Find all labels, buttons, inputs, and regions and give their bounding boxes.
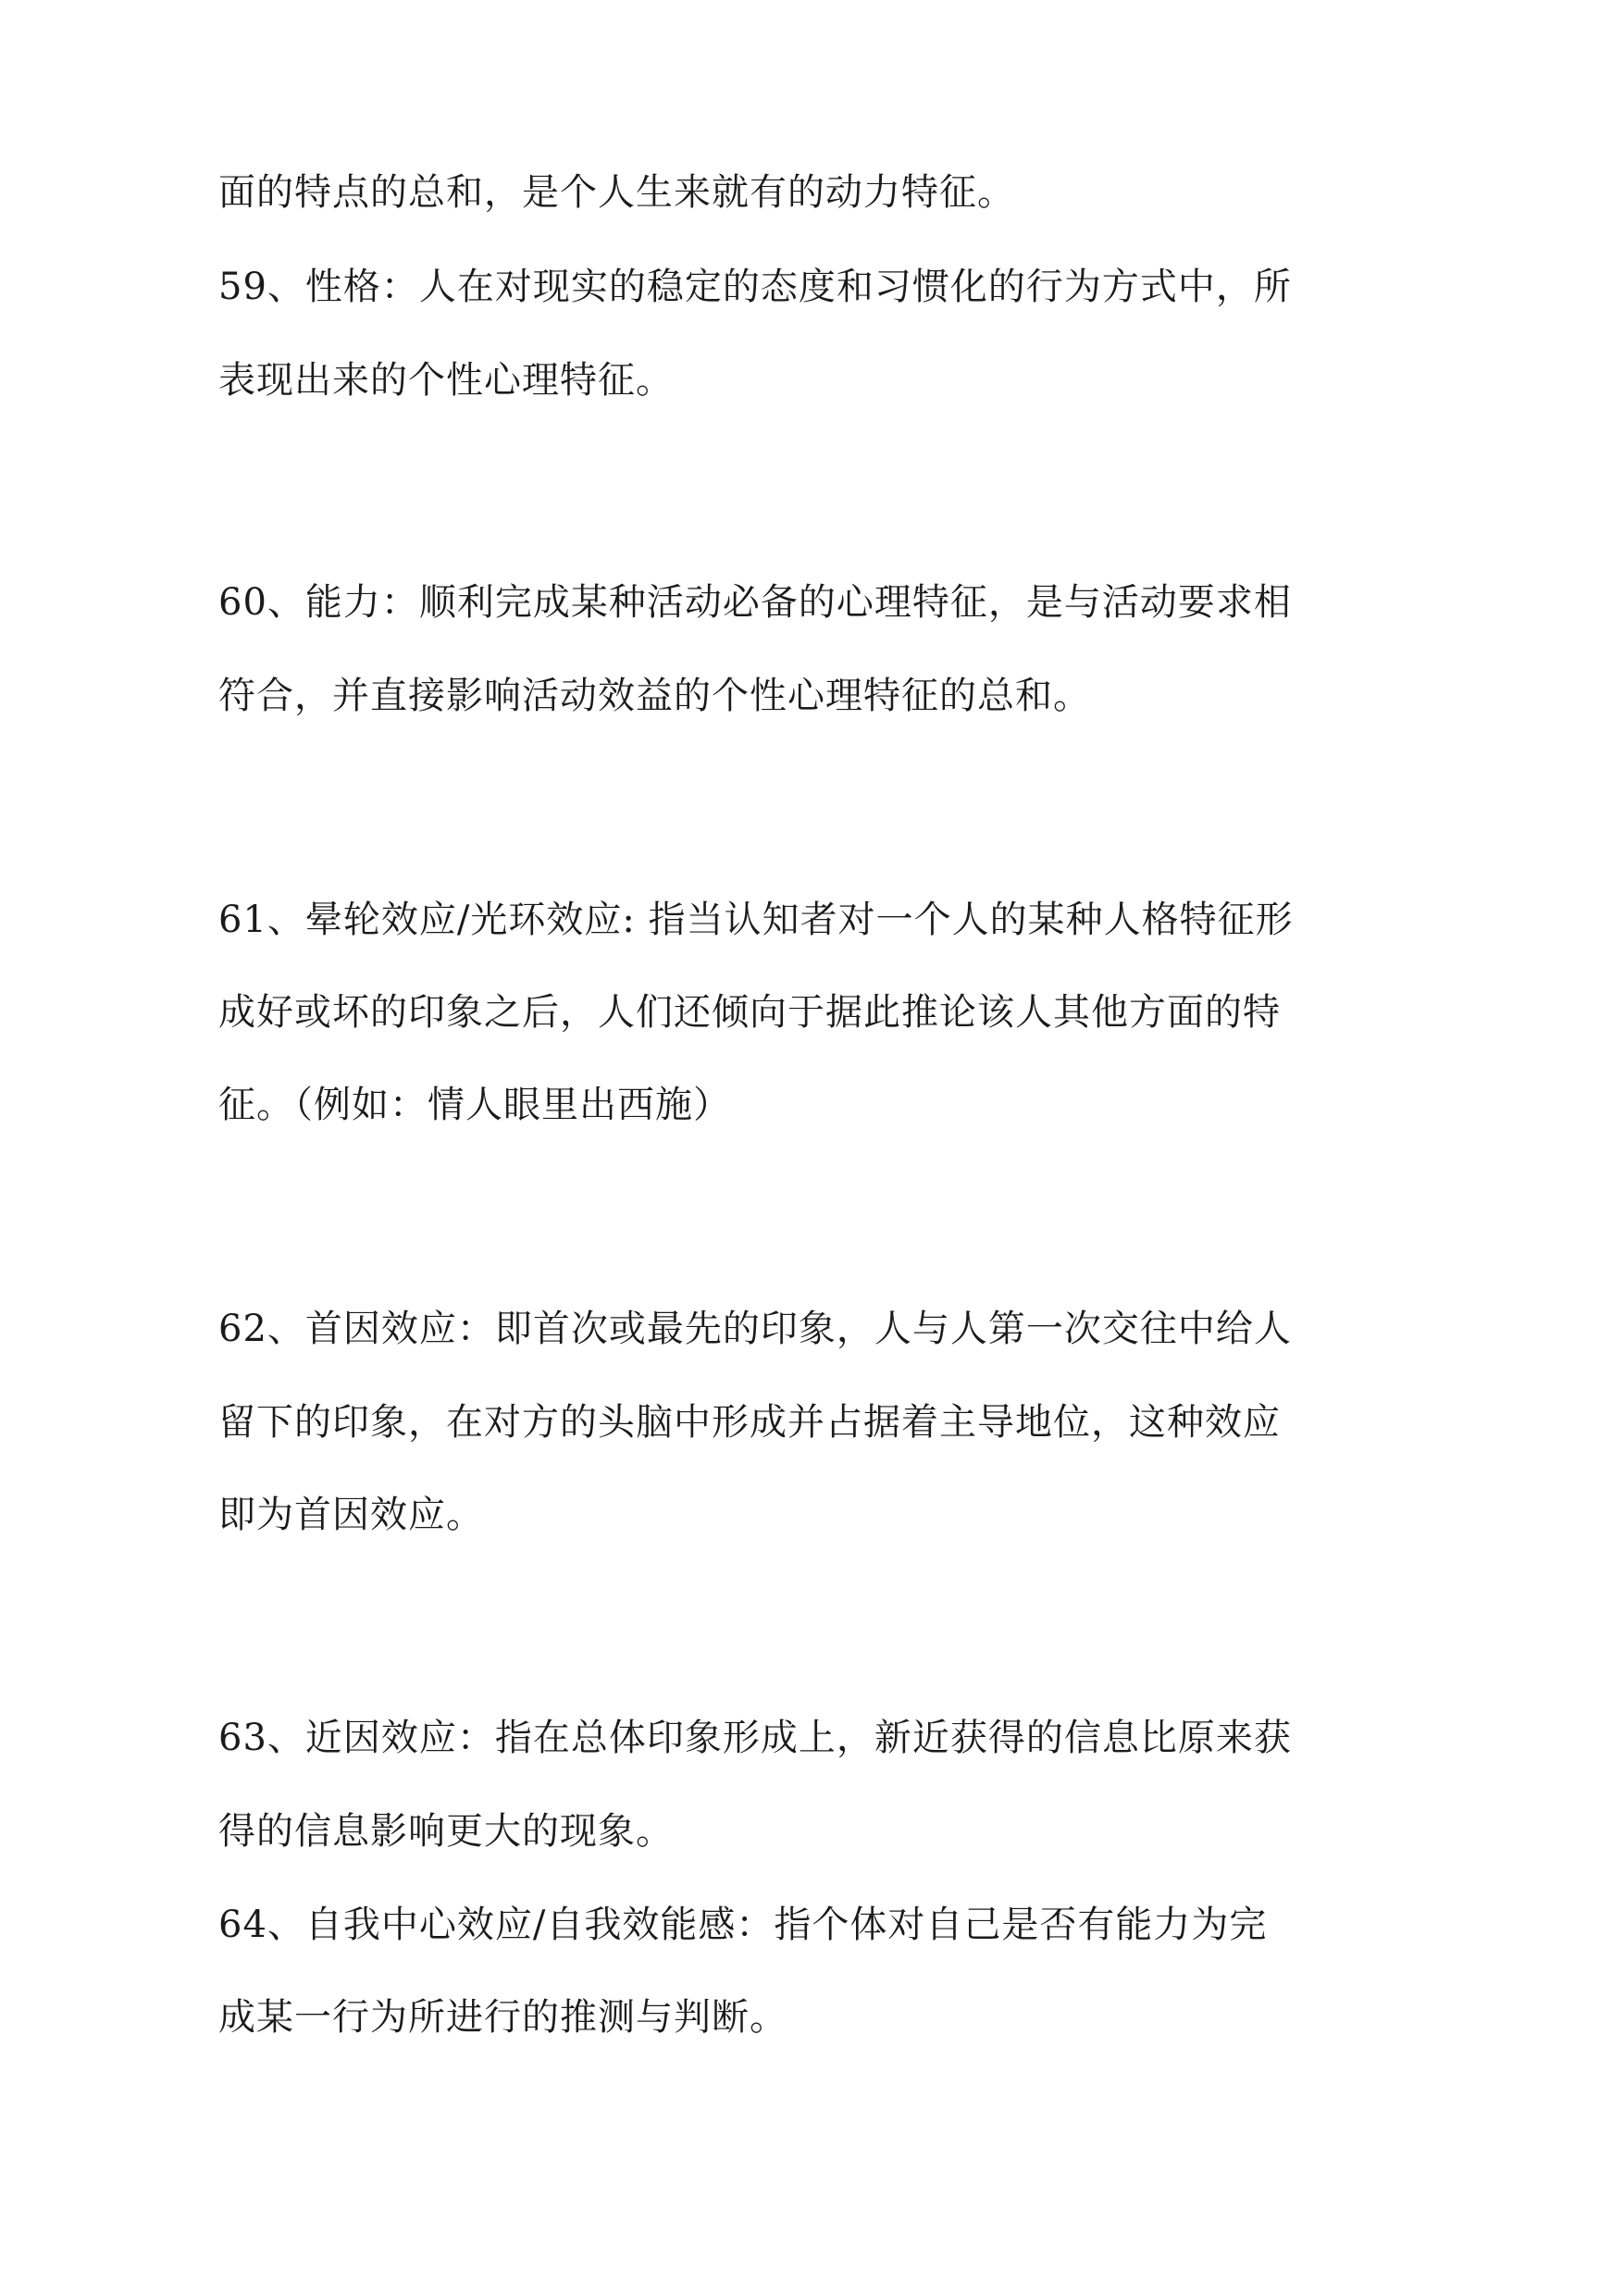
text-line: 63、近因效应：指在总体印象形成上，新近获得的信息比原来获 <box>218 1717 1292 1759</box>
text-line: 征。（例如：情人眼里出西施） <box>218 1084 731 1126</box>
text-line: 成好或坏的印象之后，人们还倾向于据此推论该人其他方面的特 <box>218 991 1281 1034</box>
text-line: 60、能力：顺利完成某种活动必备的心理特征，是与活动要求相 <box>218 581 1292 624</box>
text-line: 表现出来的个性心理特征。 <box>218 359 674 402</box>
text-line: 得的信息影响更大的现象。 <box>218 1810 674 1853</box>
text-line: 62、首因效应：即首次或最先的印象，人与人第一次交往中给人 <box>218 1308 1292 1350</box>
text-line: 面的特点的总和，是个人生来就有的动力特征。 <box>218 171 1015 214</box>
text-line: 64、自我中心效应/自我效能感：指个体对自己是否有能力为完 <box>218 1904 1268 1946</box>
text-line: 61、晕轮效应/光环效应: 指当认知者对一个人的某种人格特征形 <box>218 899 1294 941</box>
text-line: 59、性格：人在对现实的稳定的态度和习惯化的行为方式中，所 <box>218 266 1292 308</box>
text-line: 符合，并直接影响活动效益的个性心理特征的总和。 <box>218 675 1091 717</box>
text-line: 成某一行为所进行的推测与判断。 <box>218 1996 787 2039</box>
text-line: 即为首因效应。 <box>218 1494 484 1536</box>
text-line: 留下的印象，在对方的头脑中形成并占据着主导地位，这种效应 <box>218 1401 1281 1444</box>
